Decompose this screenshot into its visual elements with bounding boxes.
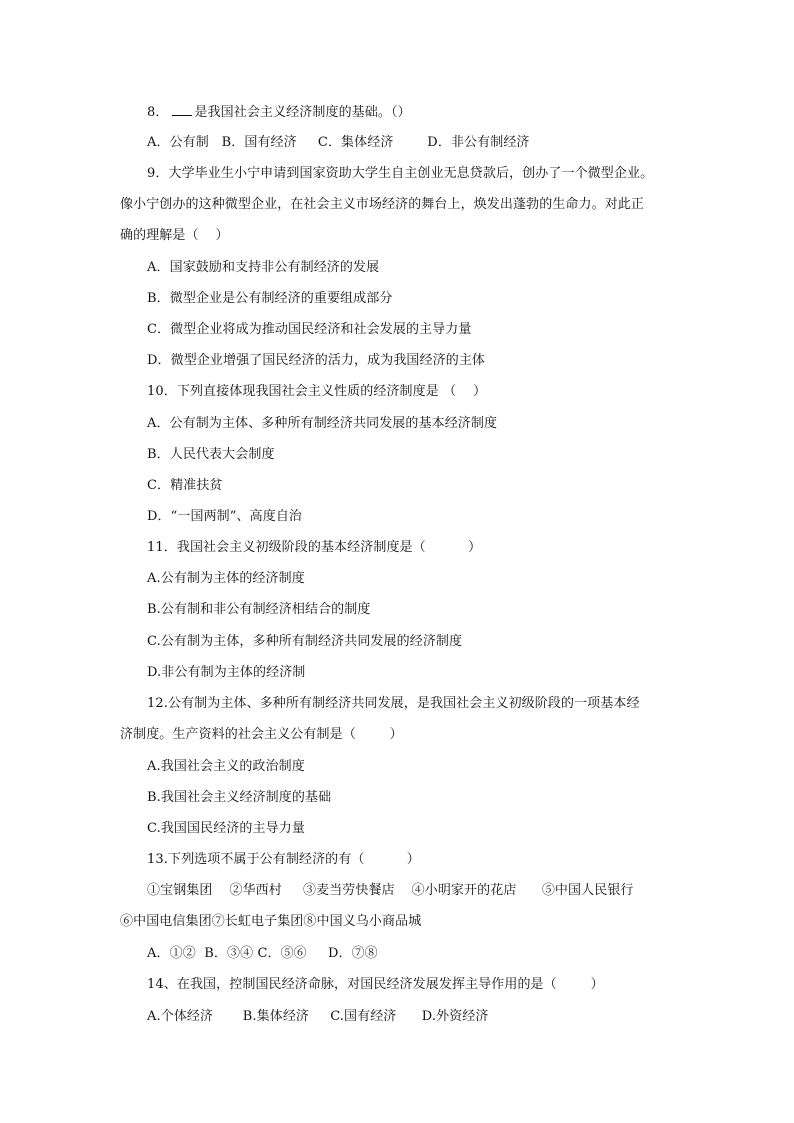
q8-answer-blank xyxy=(172,103,192,116)
q9-option-d: D．微型企业增强了国民经济的活力，成为我国经济的主体 xyxy=(147,353,486,368)
q12-stem-line2: 济制度。生产资料的社会主义公有制是（ ） xyxy=(120,727,403,742)
q9-stem-line1: 9．大学毕业生小宁申请到国家资助大学生自主创业无息贷款后，创办了一个微型企业。 xyxy=(147,166,654,181)
q9-option-a: A．国家鼓励和支持非公有制经济的发展 xyxy=(147,260,380,275)
q12-option-b: B.我国社会主义经济制度的基础 xyxy=(147,790,332,805)
q12-option-a: A.我国社会主义的政治制度 xyxy=(147,759,305,774)
q11-stem: 11．我国社会主义初级阶段的基本经济制度是（ ） xyxy=(147,540,482,555)
q14-stem: 14、在我国，控制国民经济命脉，对国民经济发展发挥主导作用的是（ ） xyxy=(147,977,604,992)
q14-options: A.个体经济 B.集体经济 C.国有经济 D.外资经济 xyxy=(147,1009,489,1024)
q8-stem xyxy=(147,103,411,122)
q13-stem: 13.下列选项不属于公有制经济的有（ ） xyxy=(147,852,420,867)
q11-option-d: D.非公有制为主体的经济制 xyxy=(147,665,306,680)
q9-option-c: C．微型企业将成为推动国民经济和社会发展的主导力量 xyxy=(147,322,472,337)
q13-items-line1: ①宝钢集团 ②华西村 ③麦当劳快餐店 ④小明家开的花店 ⑤中国人民银行 xyxy=(147,883,634,898)
q11-option-b: B.公有制和非公有制经济相结合的制度 xyxy=(147,602,371,617)
q10-stem: 10．下列直接体现我国社会主义性质的经济制度是 （ ） xyxy=(147,384,487,399)
q10-option-d: D．“一国两制”、高度自治 xyxy=(147,509,303,524)
q8-options: A．公有制 B．国有经济 C．集体经济 D．非公有制经济 xyxy=(147,135,530,150)
q9-stem-line2: 像小宁创办的这种微型企业，在社会主义市场经济的舞台上，焕发出蓬勃的生命力。对此正 xyxy=(120,197,645,212)
q12-option-c: C.我国国民经济的主导力量 xyxy=(147,821,305,836)
q13-items-line2: ⑥中国电信集团⑦长虹电子集团⑧中国义乌小商品城 xyxy=(120,914,422,929)
q11-option-a: A.公有制为主体的经济制度 xyxy=(147,571,305,586)
q10-option-c: C．精准扶贫 xyxy=(147,478,223,493)
q9-stem-line3: 确的理解是（ ） xyxy=(120,228,229,243)
q12-stem-line1: 12.公有制为主体、多种所有制经济共同发展，是我国社会主义初级阶段的一项基本经 xyxy=(147,696,640,711)
q8-number: 8． xyxy=(147,105,169,120)
q10-option-a: A．公有制为主体、多种所有制经济共同发展的基本经济制度 xyxy=(147,416,498,431)
q8-stem-text: 是我国社会主义经济制度的基础。（） xyxy=(194,105,411,120)
q11-option-c: C.公有制为主体，多种所有制经济共同发展的经济制度 xyxy=(147,634,463,649)
q10-option-b: B．人民代表大会制度 xyxy=(147,447,275,462)
q9-option-b: B．微型企业是公有制经济的重要组成部分 xyxy=(147,291,393,306)
q13-options: A．①② B．③④ C．⑤⑥ D．⑦⑧ xyxy=(147,946,378,961)
